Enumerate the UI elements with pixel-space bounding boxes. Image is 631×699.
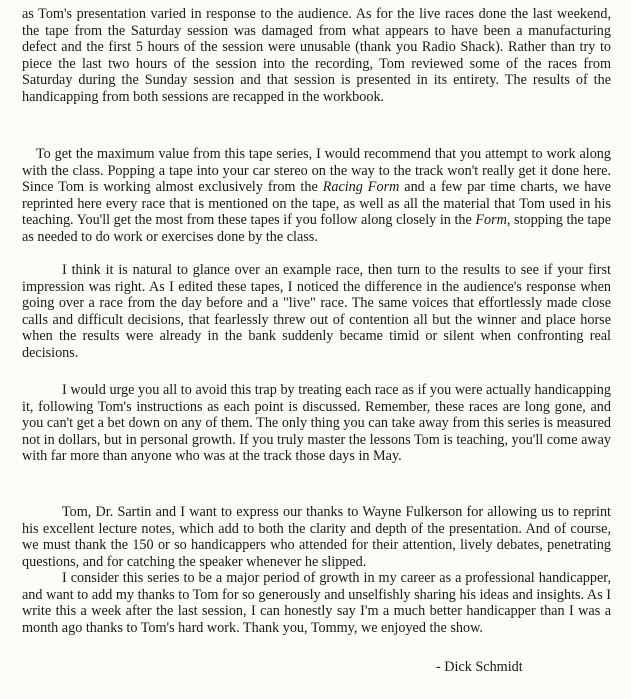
paragraph-1: as Tom's presentation varied in response to the audience. As for the live races done the last weekend, the tape from the Saturday session was damaged from what appears to have been a manufacturing defect and the first 5 hours of the session were unusable (thank you Radio Shack). Rather than try to piece the last two hours of the session into the recording, Tom reviewed some of the races from Saturday during the Sunday session and that session is presented in its entirety. The results of the handicapping from both sessions are recapped in the workbook. [22,6,611,105]
paragraph-4: I would urge you all to avoid this trap by treating each race as if you were actually handicapping it, following Tom's instructions as each point is discussed. Remember, these races are long gone, and you can't get a bet down on any of them. The only thing you can take away from this series is measured not in dollars, but in personal growth. If you truly master the lessons Tom is teaching, you'll come away with far more than anyone who was at the track those days in May. [22,382,611,465]
paragraph-3: I think it is natural to glance over an example race, then turn to the results to see if your first impression was right. As I edited these tapes, I noticed the difference in the audience's response when going over a race from the day before and a "live" race. The same voices that effortlessly made close calls and difficult decisions, that fearlessly threw out of contention all but the winner and place horse when the results were already in the bank suddenly became timid or silent when confronting real decisions. [22,262,611,361]
paragraph-2 [22,146,611,246]
signature: - Dick Schmidt [436,659,523,675]
paragraph-5: Tom, Dr. Sartin and I want to express our thanks to Wayne Fulkerson for allowing us to reprint his excellent lecture notes, which add to both the clarity and depth of the presentation. And of course, we must thank the 150 or so handicappers who attended for their attention, lively debates, penetrating questions, and for catching the speaker whenever he slipped. [22,504,611,570]
paragraph-2-end: , stopping the tape as needed to do work or exercises done by the class. [22,212,611,245]
paragraph-2-middle: and a few par time charts, we have reprinted here every race that is mentioned on the tape, as well as all the material that Tom used in his teaching. You'll get the most from these tapes if you follow along closely in the [22,179,611,229]
paragraph-2-start: To get the maximum value from this tape series, I would recommend that you attempt to work along with the class. Popping a tape into your car stereo on the way to the track won't really get it done here. Since Tom is working almost exclusively from the [22,146,611,196]
paragraph-6: I consider this series to be a major period of growth in my career as a professional handicapper, and want to add my thanks to Tom for so generously and unselfishly sharing his ideas and insights. As I write this a week after the last session, I can honestly say I'm a much better handicapper than I was a month ago thanks to Tom's hard work. Thank you, Tommy, we enjoyed the show. [22,570,611,636]
form-title: Form [475,212,507,229]
racing-form-title: Racing Form [322,179,400,196]
